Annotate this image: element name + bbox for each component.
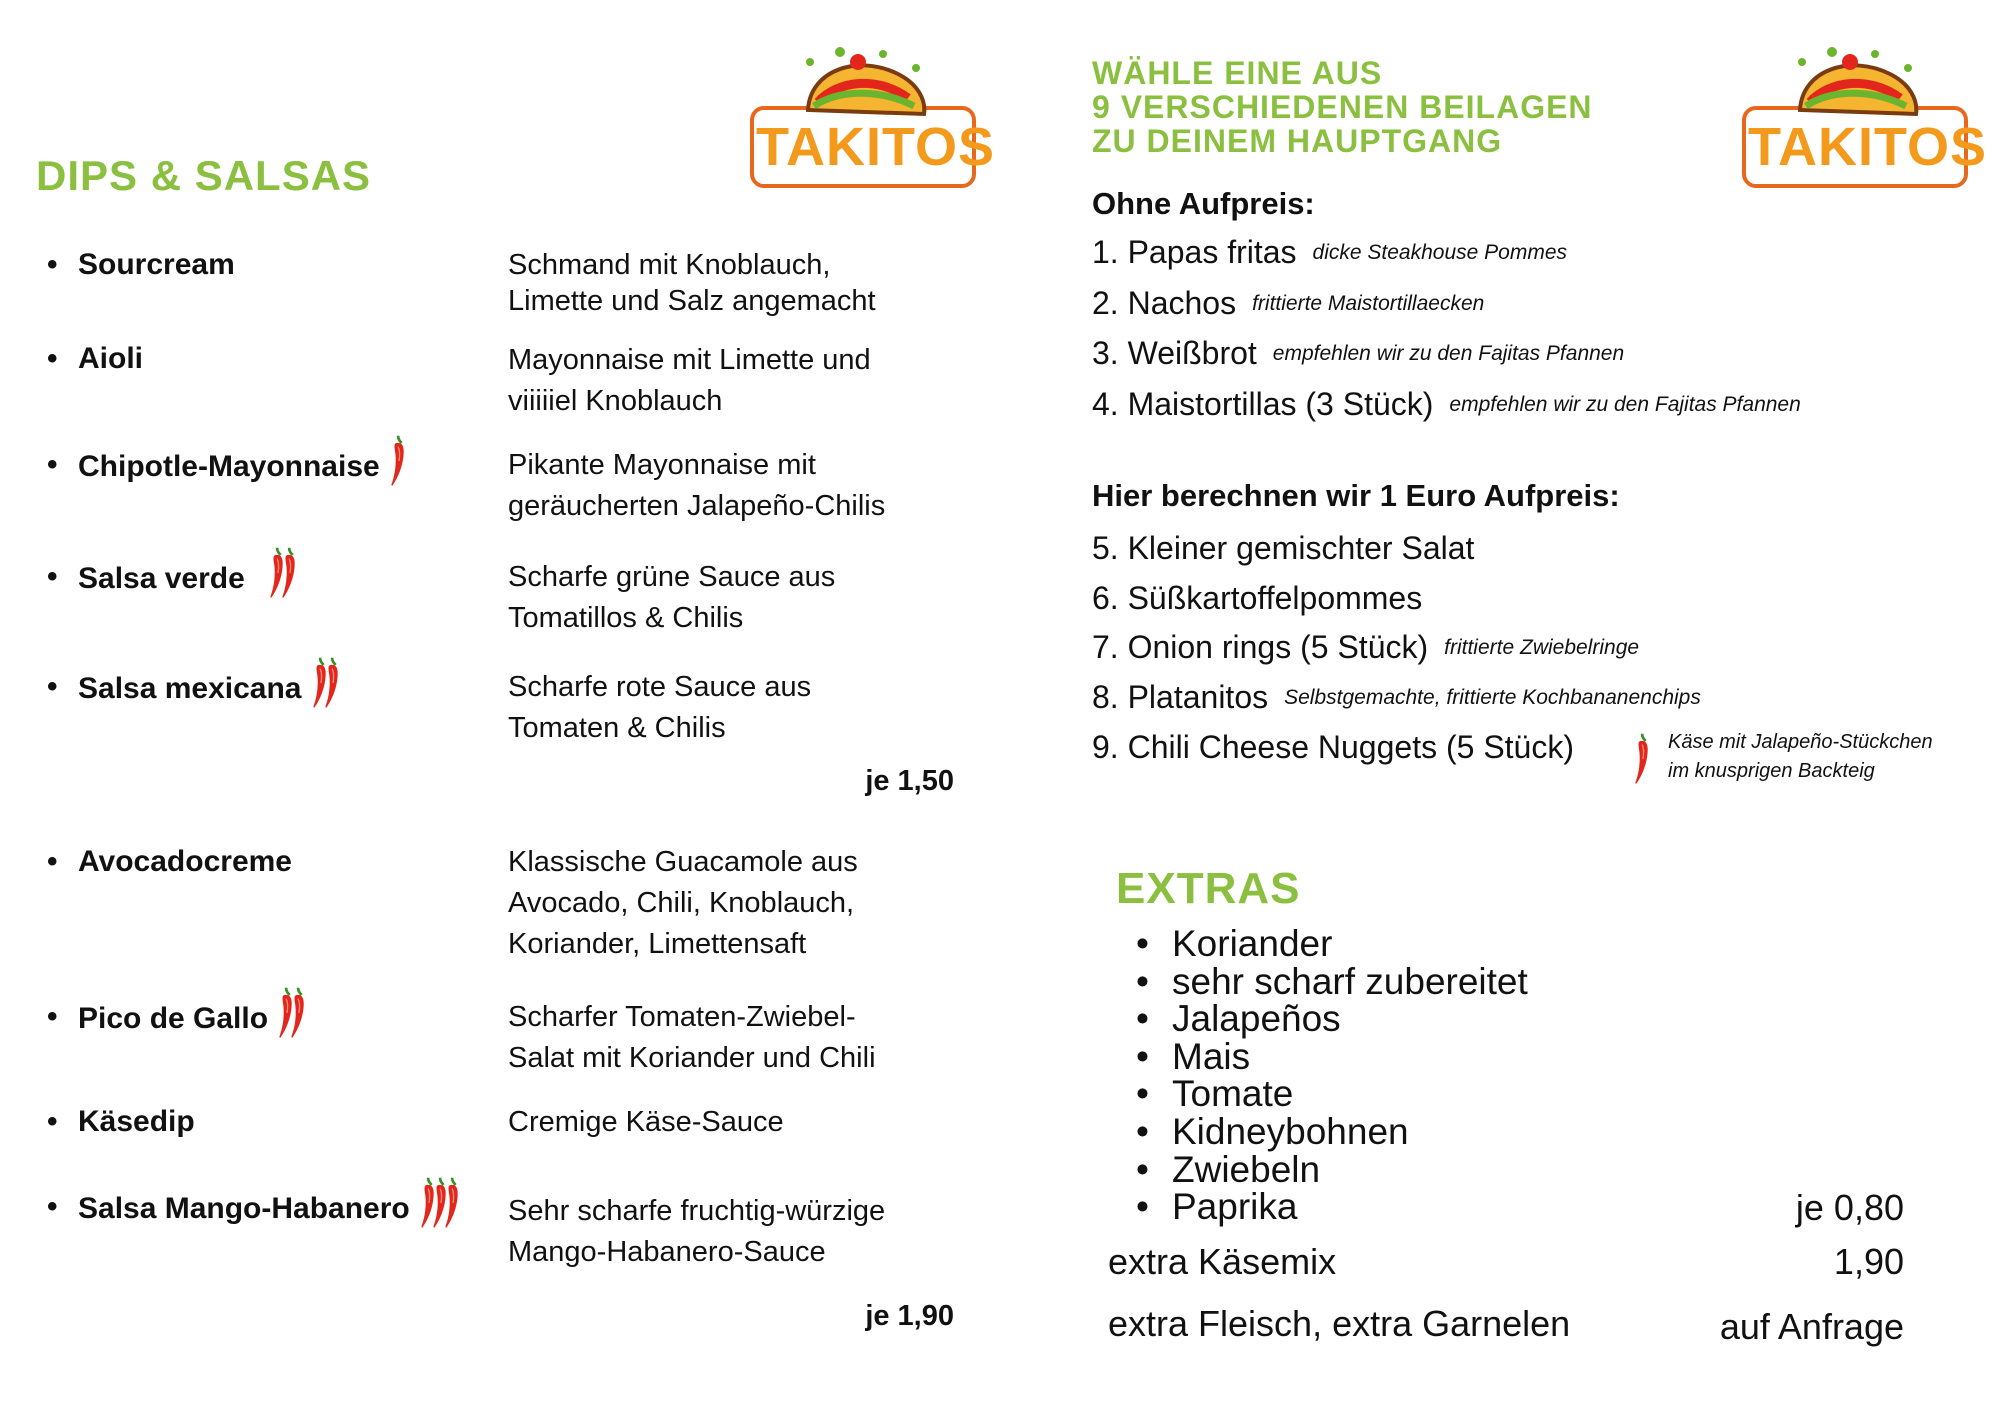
dips-title: DIPS & SALSAS [36, 152, 372, 199]
side-item: 8. Platanitos Selbstgemachte, frittierte Kochbananenchips [1092, 679, 1701, 715]
list-item: • Paprika [1172, 1188, 1528, 1226]
dip-desc-salsa-mexicana: Scharfe rote Sauce aus Tomaten & Chilis [508, 671, 812, 744]
dip-item-aioli: • Aioli [47, 342, 143, 375]
extra-meat-label: extra Fleisch, extra Garnelen [1108, 1303, 1571, 1344]
dip-desc-salsa-mango-habanero: Sehr scharfe fruchtig-würzige Mango-Habanero-Sauce [508, 1195, 886, 1268]
dip-item-pico-de-gallo: • Pico de Gallo [78, 1000, 310, 1040]
chili-icon [388, 434, 410, 488]
list-item: • sehr scharf zubereitet [1172, 963, 1528, 1001]
dip-desc-kasedip: Cremige Käse-Sauce [508, 1106, 784, 1138]
free-sides-heading: Ohne Aufpreis: [1092, 186, 1315, 221]
side-item: 1. Papas fritas dicke Steakhouse Pommes [1092, 234, 1568, 270]
side-note-nuggets: Käse mit Jalapeño-Stückchen im knusprigen Backteig [1668, 731, 1933, 782]
price-dips-group1: je 1,50 [865, 765, 954, 797]
side-item: 7. Onion rings (5 Stück) frittierte Zwiebelringe [1092, 629, 1640, 665]
price-dips-group2: je 1,90 [865, 1300, 954, 1332]
chili-icon [1632, 732, 1654, 786]
dip-desc-salsa-verde: Scharfe grüne Sauce aus Tomatillos & Chilis [508, 561, 836, 634]
side-item: 6. Süßkartoffelpommes [1092, 580, 1423, 616]
dip-desc-aioli: Mayonnaise mit Limette und viiiiiel Knoblauch [508, 344, 871, 417]
chili-icon [288, 986, 310, 1040]
extras-title: EXTRAS [1116, 864, 1301, 913]
list-item: • Koriander [1172, 925, 1528, 963]
dip-item-sourcream: • Sourcream [47, 248, 235, 281]
list-item: • Mais [1172, 1038, 1528, 1076]
side-item: 3. Weißbrot empfehlen wir zu den Fajitas Pfannen [1092, 335, 1625, 371]
side-item: 2. Nachos frittierte Maistortillaecken [1092, 285, 1485, 321]
dip-item-salsa-verde: • Salsa verde [78, 560, 301, 600]
extra-cheese-price: 1,90 [1833, 1241, 1904, 1282]
dip-desc-sourcream: Schmand mit Knoblauch, Limette und Salz angemacht [508, 249, 876, 317]
side-item: 4. Maistortillas (3 Stück) empfehlen wir zu den Fajitas Pfannen [1092, 386, 1801, 422]
dip-item-salsa-mango-habanero: • Salsa Mango-Habanero [78, 1190, 464, 1230]
chili-icon [442, 1176, 464, 1230]
side-item: 5. Kleiner gemischter Salat [1092, 530, 1475, 566]
list-item: • Jalapeños [1172, 1000, 1528, 1038]
takitos-logo: TAKITOS [748, 40, 978, 190]
dip-item-chipotle-mayonnaise: • Chipotle-Mayonnaise [78, 448, 410, 488]
extras-price: je 0,80 [1795, 1187, 1904, 1228]
extras-list [1172, 925, 1528, 1226]
side-item: 9. Chili Cheese Nuggets (5 Stück) [1092, 729, 1574, 765]
paid-sides-heading: Hier berechnen wir 1 Euro Aufpreis: [1092, 478, 1620, 513]
dip-item-kasedip: • Käsedip [47, 1105, 195, 1138]
extra-cheese-label: extra Käsemix [1108, 1241, 1337, 1282]
dip-desc-avocadocreme: Klassische Guacamole aus Avocado, Chili, Knoblauch, Koriander, Limettensaft [508, 846, 858, 960]
dip-item-salsa-mexicana: • Salsa mexicana [78, 670, 344, 710]
dip-item-avocadocreme: • Avocadocreme [47, 845, 292, 878]
list-item: • Tomate [1172, 1075, 1528, 1113]
takitos-logo-right: TAKITOS [1740, 40, 1970, 190]
sides-title: WÄHLE EINE AUS 9 VERSCHIEDENEN BEILAGEN ZU DEINEM HAUPTGANG [1092, 55, 1593, 159]
dip-desc-pico-de-gallo: Scharfer Tomaten-Zwiebel- Salat mit Koriander und Chili [508, 1001, 876, 1074]
chili-icon [279, 546, 301, 600]
list-item: • Zwiebeln [1172, 1151, 1528, 1189]
dip-desc-chipotle-mayonnaise: Pikante Mayonnaise mit geräucherten Jalapeño-Chilis [508, 449, 886, 522]
chili-icon [322, 656, 344, 710]
extra-meat-price: auf Anfrage [1719, 1306, 1904, 1347]
list-item: • Kidneybohnen [1172, 1113, 1528, 1151]
